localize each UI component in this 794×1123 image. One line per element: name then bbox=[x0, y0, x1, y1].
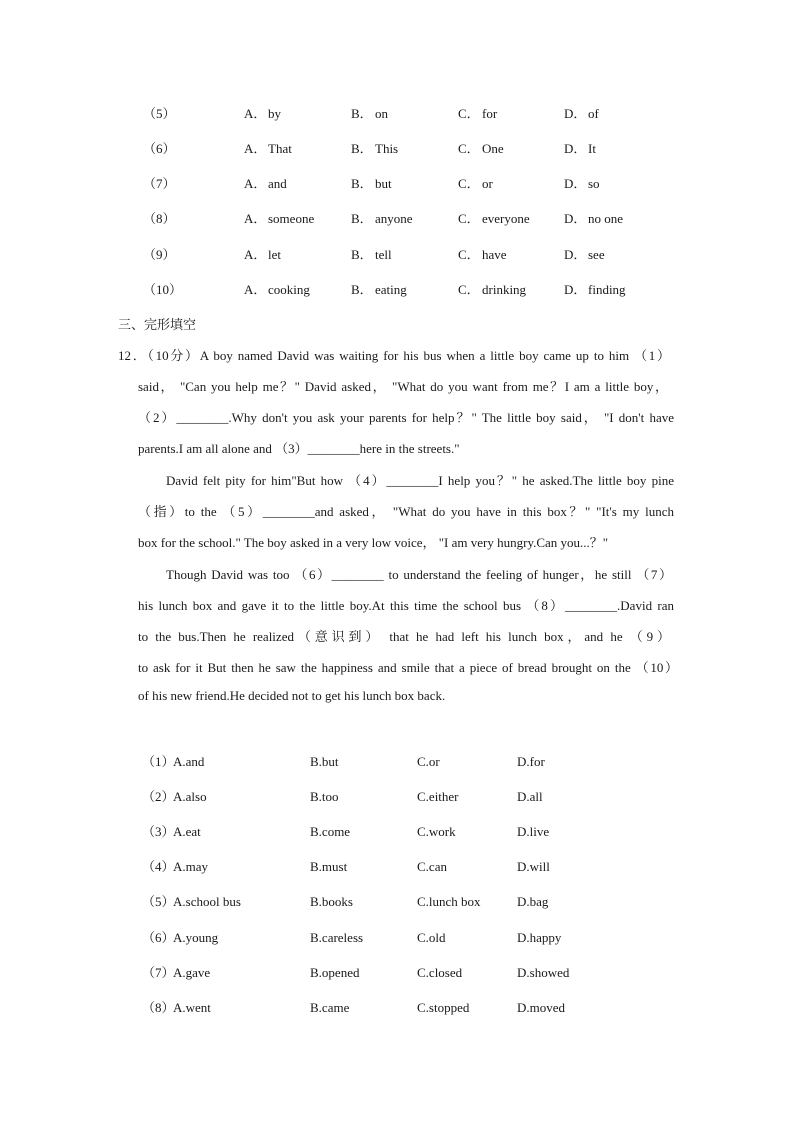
passage-line: said， "Can you help me？" David asked， "What do you want from me？I am a little boy， bbox=[138, 379, 668, 394]
question-number: （5） bbox=[142, 894, 175, 909]
passage-line: 12．（10分）A boy named David was waiting for his bus when a little boy came up to him （1） bbox=[118, 348, 670, 363]
passage-line: David felt pity for him"But how （4）________I help you？" he asked.The little boy pine bbox=[166, 473, 674, 488]
passage-line: to ask for it But then he saw the happiness and smile that a piece of bread brought on the （10） bbox=[138, 660, 678, 675]
option-b: B． but bbox=[351, 176, 392, 191]
option-b: B.opened bbox=[310, 965, 360, 980]
option-b: B.books bbox=[310, 894, 353, 909]
option-b: B． This bbox=[351, 141, 399, 156]
option-c: C． or bbox=[458, 176, 493, 191]
question-number: （8） bbox=[143, 211, 176, 226]
option-c: C． for bbox=[458, 106, 498, 121]
option-d: D.live bbox=[517, 824, 550, 839]
passage-line: his lunch box and gave it to the little boy.At this time the school bus （8）________.David ran bbox=[138, 598, 674, 613]
option-b: B． eating bbox=[351, 282, 407, 297]
option-a: A． someone bbox=[244, 211, 315, 226]
question-number: （6） bbox=[143, 141, 176, 156]
option-d: D.all bbox=[517, 789, 543, 804]
option-a: A． let bbox=[244, 247, 281, 262]
question-number: （2） bbox=[142, 789, 175, 804]
question-number: （7） bbox=[143, 176, 176, 191]
option-c: C.either bbox=[417, 789, 459, 804]
option-d: D.bag bbox=[517, 894, 549, 909]
option-a: A.gave bbox=[173, 965, 211, 980]
option-d: D． no one bbox=[564, 211, 624, 226]
question-number: （4） bbox=[142, 859, 175, 874]
option-a: A.also bbox=[173, 789, 207, 804]
option-a: A.young bbox=[173, 930, 219, 945]
option-a: A.eat bbox=[173, 824, 201, 839]
question-number: （7） bbox=[142, 965, 175, 980]
option-d: D.showed bbox=[517, 965, 570, 980]
option-c: C.lunch box bbox=[417, 894, 481, 909]
option-d: D． finding bbox=[564, 282, 626, 297]
option-d: D． of bbox=[564, 106, 599, 121]
option-c: C． have bbox=[458, 247, 507, 262]
option-a: A.and bbox=[173, 754, 205, 769]
option-c: C.work bbox=[417, 824, 456, 839]
section-heading: 三、完形填空 bbox=[118, 318, 197, 333]
option-a: A． cooking bbox=[244, 282, 310, 297]
passage-line: Though David was too （6）________ to understand the feeling of hunger，he still （7） bbox=[166, 567, 672, 582]
option-c: C.stopped bbox=[417, 1000, 470, 1015]
question-number: （1） bbox=[142, 754, 175, 769]
option-d: D． so bbox=[564, 176, 600, 191]
option-c: C.old bbox=[417, 930, 446, 945]
question-number: （8） bbox=[142, 1000, 175, 1015]
question-number: （9） bbox=[143, 247, 176, 262]
question-number: （5） bbox=[143, 106, 176, 121]
passage-line: （指）to the （5）________and asked， "What do you have in this box？" "It's my lunch bbox=[138, 504, 674, 519]
option-b: B． anyone bbox=[351, 211, 413, 226]
passage-line: （2）________.Why don't you ask your parents for help？" The little boy said， "I don't have bbox=[138, 410, 674, 425]
option-a: A． That bbox=[244, 141, 292, 156]
passage-line: parents.I am all alone and （3）________here in the streets." bbox=[138, 441, 460, 456]
option-a: A． by bbox=[244, 106, 281, 121]
option-a: A． and bbox=[244, 176, 287, 191]
option-a: A.school bus bbox=[173, 894, 241, 909]
option-b: B． on bbox=[351, 106, 388, 121]
option-a: A.may bbox=[173, 859, 209, 874]
question-number: （6） bbox=[142, 930, 175, 945]
option-d: D.for bbox=[517, 754, 545, 769]
option-d: D.moved bbox=[517, 1000, 566, 1015]
option-b: B.but bbox=[310, 754, 339, 769]
option-c: C.can bbox=[417, 859, 447, 874]
option-c: C． everyone bbox=[458, 211, 530, 226]
option-a: A.went bbox=[173, 1000, 211, 1015]
option-b: B． tell bbox=[351, 247, 392, 262]
question-number: （10） bbox=[143, 282, 183, 297]
question-number: （3） bbox=[142, 824, 175, 839]
passage-line: to the bus.Then he realized（意识到） that he had left his lunch box，and he （9） bbox=[138, 629, 670, 644]
option-d: D． see bbox=[564, 247, 605, 262]
option-c: C． drinking bbox=[458, 282, 527, 297]
option-b: B.careless bbox=[310, 930, 364, 945]
passage-line: box for the school." The boy asked in a very low voice， "I am very hungry.Can you...？" bbox=[138, 535, 609, 550]
option-d: D． It bbox=[564, 141, 596, 156]
option-d: D.happy bbox=[517, 930, 562, 945]
option-b: B.must bbox=[310, 859, 348, 874]
option-c: C． One bbox=[458, 141, 504, 156]
option-d: D.will bbox=[517, 859, 550, 874]
option-b: B.too bbox=[310, 789, 339, 804]
option-b: B.came bbox=[310, 1000, 350, 1015]
option-c: C.closed bbox=[417, 965, 463, 980]
passage-line: of his new friend.He decided not to get his lunch box back. bbox=[138, 688, 446, 703]
option-b: B.come bbox=[310, 824, 351, 839]
option-c: C.or bbox=[417, 754, 440, 769]
